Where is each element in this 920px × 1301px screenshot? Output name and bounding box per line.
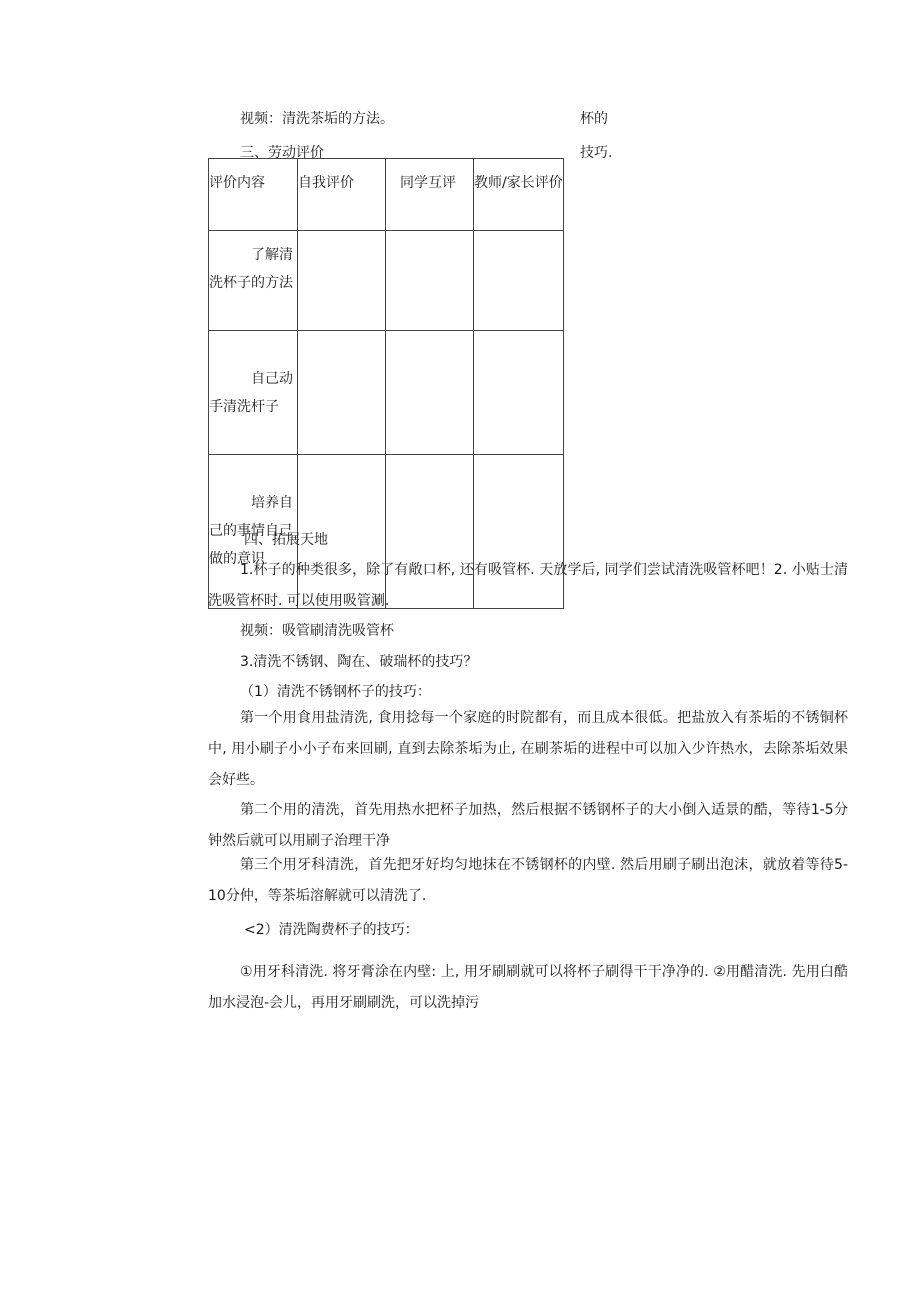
header-label: 评价内容 (209, 175, 265, 191)
self-eval-cell[interactable] (298, 231, 386, 331)
side-note-line-1: 杯的 (580, 111, 608, 127)
peer-eval-cell[interactable] (386, 231, 474, 331)
header-label: 教师/家长评价 (474, 175, 563, 191)
header-cell-self (298, 159, 386, 231)
method2-paragraph: 第二个用的清洗，首先用热水把杯子加热，然后根据不锈钢杯子的大小倒入适景的酷，等待1-5分钟然后就可以用刷子治理干净 (208, 802, 848, 849)
header-cell-teacher (474, 159, 564, 231)
item1-paragraph: 1.杯子的种类很多，除了有敞口杯, 还有吸管杯. 天放学后, 同学们尝试清洗吸管杯吧！2. 小贴士清洗吸管杯时. 可以使用吸管涮. (208, 562, 848, 609)
row-label: 了解清洗杯子的方法 (209, 247, 293, 291)
teacher-eval-cell[interactable] (474, 331, 564, 455)
section4-title: 四、拓展天地 (244, 532, 328, 548)
header-cell-peer (386, 159, 474, 231)
row-label-cell (209, 331, 298, 455)
row-label: 培养自己的事情自己做的意识 (209, 495, 293, 567)
peer-eval-cell[interactable] (386, 331, 474, 455)
side-note-line-2: 技巧. (580, 145, 613, 161)
method1-paragraph: 第一个用食用盐清洗, 食用捻每一个家庭的时院都有，而且成本很低。把盐放入有茶垢的不锈铜杯中, 用小刷子小小子布来回刷, 直到去除茶垢为止, 在刷茶垢的进程中可以加入少许热水，去除茶垢效果会好些。 (208, 710, 848, 788)
sub1-title: （1）清洗不锈钢杯子的技巧： (240, 684, 431, 700)
sub2-title: <2）清洗陶费杯子的技巧： (244, 922, 419, 938)
item3-question: 3.清洗不锈钢、陶在、破瑞杯的技巧？ (240, 654, 478, 670)
video-line-tea-stain: 视频：清洗茶垢的方法。 (240, 111, 394, 127)
row-label-cell (209, 231, 298, 331)
table-row (209, 231, 564, 331)
teacher-eval-cell[interactable] (474, 231, 564, 331)
header-label: 同学互评 (400, 175, 456, 191)
header-label: 自我评价 (298, 175, 354, 191)
ceramic-tips-paragraph: ①用牙科清洗. 将牙膏涂在内壁: 上, 用牙刷刷就可以将杯子刷得干干净净的. ②用醋清洗. 先用白酷加水浸泡-会儿，再用牙刷刷洗，可以洗掉污 (208, 964, 848, 1011)
table-row (209, 331, 564, 455)
table-header-row (209, 159, 564, 231)
row-label: 自己动手清洗杆子 (209, 371, 293, 415)
header-cell-content (209, 159, 298, 231)
method3-paragraph: 第三个用牙科清洗，首先把牙好均匀地抹在不锈钢杯的内壁. 然后用刷子刷出泡沫，就放着等待5-10分仲，等茶垢溶解就可以清洗了. (208, 857, 848, 904)
section3-title: 三、劳动评价 (240, 145, 324, 161)
video-line-straw-brush: 视频：吸管刷清洗吸管杯 (240, 623, 394, 639)
self-eval-cell[interactable] (298, 331, 386, 455)
